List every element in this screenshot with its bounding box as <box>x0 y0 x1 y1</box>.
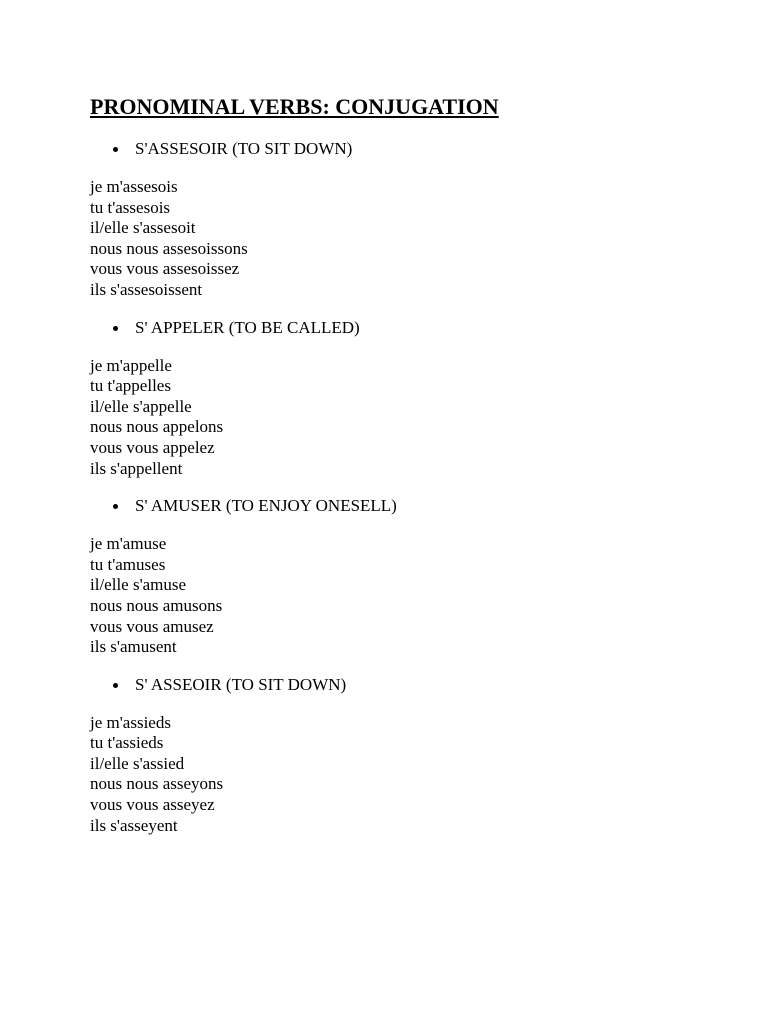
conjugation-line: ils s'asseyent <box>90 815 178 835</box>
verb-heading <box>90 674 710 696</box>
conjugation-line: je m'assesois <box>90 177 178 196</box>
document-page <box>90 92 710 836</box>
conjugation-line: nous nous asseyons <box>90 774 224 794</box>
verb-heading <box>90 138 710 160</box>
conjugation-line: nous nous assesoissons <box>90 238 248 258</box>
conjugation-line: il/elle s'assied <box>90 753 185 773</box>
conjugation-line: je m'assieds <box>90 712 171 732</box>
bullet-icon <box>113 683 118 688</box>
conjugation-list <box>90 177 710 301</box>
conjugation-list <box>90 356 710 480</box>
conjugation-line: ils s'amusent <box>90 637 177 657</box>
conjugation-list <box>90 534 710 658</box>
conjugation-list <box>90 713 710 837</box>
verb-heading-text: S' APPELER (TO BE CALLED) <box>135 317 360 337</box>
conjugation-line: il/elle s'assesoit <box>90 218 196 238</box>
verb-heading-text: S'ASSESOIR (TO SIT DOWN) <box>135 139 353 158</box>
conjugation-line: ils s'appellent <box>90 458 183 478</box>
conjugation-line: je m'amuse <box>90 534 167 554</box>
conjugation-line: tu t'assieds <box>90 733 164 753</box>
conjugation-line: vous vous appelez <box>90 437 215 457</box>
verb-heading-text: S' ASSEOIR (TO SIT DOWN) <box>135 674 347 694</box>
verb-section-sappeler <box>90 317 710 480</box>
conjugation-line: tu t'appelles <box>90 376 171 396</box>
bullet-icon <box>113 504 118 509</box>
conjugation-line: ils s'assesoissent <box>90 279 203 299</box>
verb-section-samuser <box>90 495 710 658</box>
verb-heading-text: S' AMUSER (TO ENJOY ONESELL) <box>135 496 397 516</box>
verb-heading <box>90 317 710 339</box>
page-title: PRONOMINAL VERBS: CONJUGATION <box>90 94 499 119</box>
verb-heading <box>90 495 710 517</box>
conjugation-line: nous nous appelons <box>90 417 224 437</box>
bullet-icon <box>113 326 118 331</box>
conjugation-line: vous vous asseyez <box>90 795 215 815</box>
conjugation-line: nous nous amusons <box>90 595 223 615</box>
verb-section-sassesoir <box>90 138 710 301</box>
conjugation-line: il/elle s'amuse <box>90 575 187 595</box>
verb-section-sasseoir <box>90 674 710 837</box>
conjugation-line: il/elle s'appelle <box>90 396 192 416</box>
bullet-icon <box>113 147 118 152</box>
conjugation-line: vous vous assesoissez <box>90 259 240 279</box>
conjugation-line: vous vous amusez <box>90 616 214 636</box>
conjugation-line: tu t'amuses <box>90 554 166 574</box>
conjugation-line: je m'appelle <box>90 355 172 375</box>
conjugation-line: tu t'assesois <box>90 197 171 217</box>
